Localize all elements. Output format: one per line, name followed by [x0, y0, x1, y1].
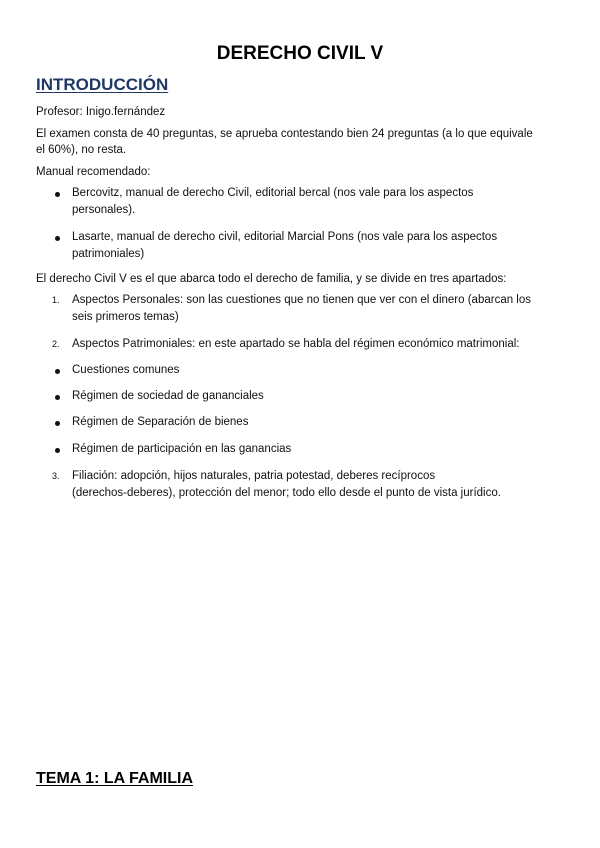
exam-text-line-2: el 60%), no resta.	[36, 144, 127, 156]
document-title: DERECHO CIVIL V	[216, 43, 384, 64]
manual-item-2-line-2: patrimoniales)	[72, 248, 145, 260]
section-number-1: 1.	[52, 295, 60, 305]
subitem-4: Régimen de participación en las ganancias	[72, 443, 292, 455]
bullet-icon	[55, 369, 60, 374]
introduction-heading: INTRODUCCIÓN	[36, 75, 169, 94]
professor-line: Profesor: Inigo.fernández	[36, 106, 166, 118]
bullet-icon	[55, 395, 60, 400]
manual-item-1-line-2: personales).	[72, 204, 136, 216]
section-3-line-2: (derechos-deberes), protección del menor; todo ello desde el punto de vista jurídico.	[72, 487, 501, 499]
section-1-line-2: seis primeros temas)	[72, 311, 179, 323]
section-number-3: 3.	[52, 471, 60, 481]
subitem-3: Régimen de Separación de bienes	[72, 416, 249, 428]
manual-item-1-line-1: Bercovitz, manual de derecho Civil, editorial bercal (nos vale para los aspectos	[72, 187, 474, 199]
exam-text-line-1: El examen consta de 40 preguntas, se aprueba contestando bien 24 preguntas (a lo que equivale	[36, 128, 533, 140]
tema-1-heading: TEMA 1: LA FAMILIA	[36, 770, 194, 787]
divides-text: El derecho Civil V es el que abarca todo el derecho de familia, y se divide en tres apartados:	[36, 273, 507, 285]
subitem-1: Cuestiones comunes	[72, 364, 180, 376]
bullet-icon	[55, 448, 60, 453]
bullet-icon	[55, 421, 60, 426]
section-number-2: 2.	[52, 339, 60, 349]
section-2-line-1: Aspectos Patrimoniales: en este apartado se habla del régimen económico matrimonial:	[72, 338, 520, 350]
bullet-icon	[55, 192, 60, 197]
manual-item-2-line-1: Lasarte, manual de derecho civil, editorial Marcial Pons (nos vale para los aspectos	[72, 231, 498, 243]
bullet-icon	[55, 236, 60, 241]
section-1-line-1: Aspectos Personales: son las cuestiones que no tienen que ver con el dinero (abarcan los	[72, 294, 532, 306]
manual-label: Manual recomendado:	[36, 166, 151, 178]
subitem-2: Régimen de sociedad de gananciales	[72, 390, 264, 402]
section-3-line-1: Filiación: adopción, hijos naturales, patria potestad, deberes recíprocos	[72, 470, 436, 482]
